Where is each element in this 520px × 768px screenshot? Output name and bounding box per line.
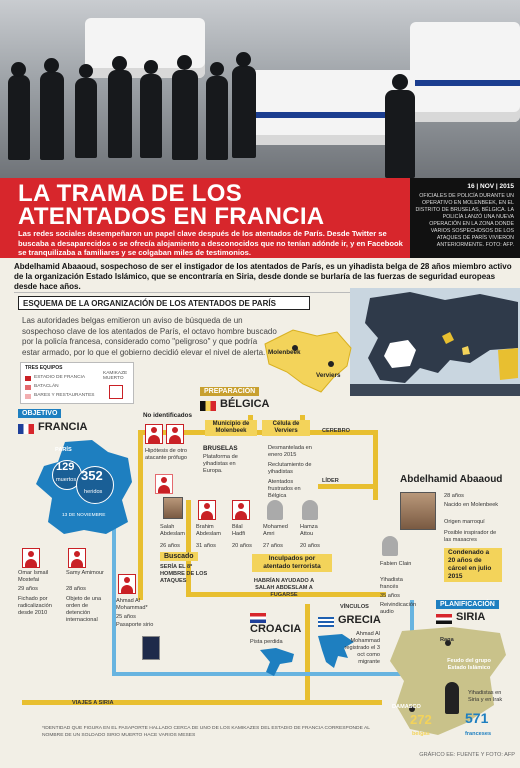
name-ahmad: Ahmad Al Mohammad* bbox=[116, 598, 148, 611]
age-mohamed: 27 años bbox=[263, 543, 283, 549]
europe-map bbox=[350, 288, 520, 396]
person-icon-mohamed bbox=[267, 500, 283, 520]
person-icon-hamza bbox=[302, 500, 318, 520]
unknown-title: No identificados bbox=[143, 412, 192, 419]
legend-item-bars: BARES Y RESTAURANTES bbox=[34, 393, 95, 398]
label-raqa: Raqa bbox=[440, 637, 454, 643]
brussels-title: BRUSELAS bbox=[203, 445, 238, 452]
cell-verviers: Célula de Verviers bbox=[262, 420, 310, 436]
label-feudo: Feudo del grupo Estado Islámico bbox=[447, 658, 491, 671]
label-paris: PARÍS bbox=[55, 447, 72, 453]
europe-map-svg bbox=[350, 288, 520, 396]
role-abaaoud: Posible inspirador de las masacres bbox=[444, 530, 497, 543]
age-omar: 29 años bbox=[18, 586, 38, 592]
photo-caption: OFICIALES DE POLICÍA DURANTE UN OPERATIVO EN MOLENBEEK, EN EL DISTRITO DE BRUSELAS, BÉLGICA. LA POLICÍA LANZÓ UNA NUEVA OPERACIÓN EN LA ZONA DONDE VARIOS SOSPECHOSOS DE LOS ATAQUES DE PARÍS VIVIERON ANTERIORMENTE. FOTO: AFP. bbox=[415, 193, 514, 248]
age-samy: 28 años bbox=[66, 586, 86, 592]
scheme-intro: Las autoridades belgas emitieron un aviso de búsqueda de un sospechoso clave de los atentados de París, el octavo hombre buscado por la policía francesa, considerado como "peligroso" y que podría estar armado, por lo que el gobierno decidió elevar el nivel de alerta. bbox=[22, 316, 277, 357]
connector bbox=[373, 430, 378, 500]
belgas-number: 272 bbox=[410, 712, 432, 727]
person-icon-ahmad bbox=[118, 574, 136, 594]
label-damasco: DAMASCO bbox=[392, 704, 421, 710]
belgium-map bbox=[255, 326, 355, 396]
verviers-text-1: Desmantelada en enero 2015 bbox=[268, 445, 312, 458]
dead-label: muertos bbox=[56, 477, 77, 483]
label-lider: LÍDER bbox=[322, 478, 339, 484]
kamikaze-icon bbox=[109, 385, 123, 399]
country-belgium: BÉLGICA bbox=[220, 398, 270, 410]
suspect-icon bbox=[155, 474, 173, 494]
label-viajes: VIAJES A SIRIA bbox=[72, 700, 114, 706]
name-omar: Omar Ismail Mostefai bbox=[18, 570, 49, 583]
legend-item-bataclan: BATACLÁN bbox=[34, 384, 59, 389]
name-samy: Samy Amimour bbox=[66, 570, 104, 576]
croatia-map bbox=[258, 646, 298, 680]
label-molenbeek: Molenbeek bbox=[268, 349, 301, 356]
person-icon-omar bbox=[22, 548, 40, 568]
note-ahmad: Pasaporte sirio bbox=[116, 622, 154, 628]
unknown-text: Hipótesis de otro atacante prófugo bbox=[145, 448, 187, 461]
lead-text: Abdelhamid Abaaoud, sospechoso de ser el instigador de los atentados de París, es un yihadista belga de 28 años miembro activo de la organización Estado Islámico, que se encontraría en Siria, desde donde se burlaría de las fuerzas de seguridad europeas desde hace años. bbox=[14, 262, 512, 291]
note-samy: Objeto de una orden de detención internacional bbox=[66, 596, 102, 623]
age-brahim: 31 años bbox=[196, 543, 216, 549]
subtitle: Las redes sociales desempeñaron un papel clave después de los atentados de París. Desde Twitter se buscaba a desaparecidos o se ofrecía alojamiento a desconocidos que no tenían adónde ir, y en Facebook se tranquilizaba a familiares y se colgaban miles de testimonios. bbox=[18, 229, 403, 257]
label-buscado: Buscado bbox=[160, 552, 198, 561]
suspect-icon bbox=[166, 424, 184, 444]
country-greece: GRECIA bbox=[338, 614, 381, 626]
fighter-icon bbox=[445, 682, 459, 714]
person-icon-bilal bbox=[232, 500, 250, 520]
country-france: FRANCIA bbox=[38, 421, 88, 433]
verviers-text-3: Atentados frustrados en Bélgica bbox=[268, 479, 301, 499]
age-salah: 26 años bbox=[160, 543, 180, 549]
country-croatia: CROACIA bbox=[250, 623, 302, 635]
footnote: *IDENTIDAD QUE FIGURA EN EL PASAPORTE HALLADO CERCA DE UNO DE LOS KAMIKAZES DEL ESTADIO DE FRANCIA CORRESPONDE AL NOMBRE DE UN SOLDADO SIRIO MUERTO HACE VARIOS MESES bbox=[42, 726, 370, 738]
injured-label: heridos bbox=[84, 489, 103, 495]
origin-abaaoud: Origen marroquí bbox=[444, 519, 485, 525]
note2-fabien: Reivindicación audio bbox=[380, 602, 417, 615]
scheme-title: ESQUEMA DE LA ORGANIZACIÓN DE LOS ATENTADOS DE PARÍS bbox=[18, 296, 310, 310]
belgas-label: belgas bbox=[412, 731, 430, 737]
age-fabien: 35 años bbox=[380, 593, 400, 599]
franceses-label: franceses bbox=[465, 731, 492, 737]
name-mohamed: Mohamed Amri bbox=[263, 524, 288, 537]
person-icon-brahim bbox=[198, 500, 216, 520]
flag-syria bbox=[436, 614, 452, 624]
stage-objetivo: OBJETIVO bbox=[18, 409, 61, 418]
name-abaaoud: Abdelhamid Abaaoud bbox=[400, 474, 503, 485]
note-omar: Fichado por radicalización desde 2010 bbox=[18, 596, 52, 616]
cell-molenbeek: Municipio de Molenbeek bbox=[205, 420, 257, 436]
person-icon-samy bbox=[68, 548, 86, 568]
date: 16 | NOV | 2015 bbox=[467, 183, 514, 190]
name-brahim: Brahim Abdeslam bbox=[196, 524, 221, 537]
photo-abaaoud bbox=[400, 492, 436, 530]
yihadistas-text: Yihadistas en Siria y en Irak bbox=[468, 690, 503, 703]
verviers-text-2: Reclutamiento de yihadistas bbox=[268, 462, 312, 475]
age-bilal: 20 años bbox=[232, 543, 252, 549]
name-hamza: Hamza Attou bbox=[300, 524, 318, 537]
born-abaaoud: Nacido en Molenbeek bbox=[444, 502, 499, 508]
age-hamza: 20 años bbox=[300, 543, 320, 549]
passport-icon bbox=[142, 636, 160, 660]
legend-title: TRES EQUIPOS bbox=[25, 365, 63, 371]
credit: GRÁFICO EE: FUENTE Y FOTO: AFP bbox=[419, 752, 515, 758]
dead-number: 129 bbox=[56, 461, 75, 473]
page-title bbox=[18, 182, 408, 228]
name-bilal: Bilal Hadfi bbox=[232, 524, 246, 537]
suspect-icon bbox=[145, 424, 163, 444]
salah-note: SERÍA EL 8º HOMBRE DE LOS ATAQUES bbox=[160, 564, 208, 584]
franceses-number: 571 bbox=[465, 710, 489, 726]
name-fabien: Fabien Clain bbox=[380, 561, 412, 567]
age-abaaoud: 28 años bbox=[444, 493, 464, 499]
date-label: 13 DE NOVIEMBRE bbox=[62, 513, 106, 518]
flag-belgium bbox=[200, 401, 216, 411]
legend-item-stadium: ESTADIO DE FRANCIA bbox=[34, 375, 86, 380]
brussels-text: Plataforma de yihadistas en Europa. bbox=[203, 454, 238, 474]
country-syria: SIRIA bbox=[456, 611, 486, 623]
age-ahmad: 25 años bbox=[116, 614, 136, 620]
injured-number: 352 bbox=[81, 468, 103, 483]
person-icon-fabien bbox=[382, 536, 398, 556]
note-fabien: Yihadista francés bbox=[380, 577, 403, 590]
label-ayudado: HABRÍAN AYUDADO A SALAH ABDESLAM A FUGARSE bbox=[253, 578, 315, 598]
flag-greece bbox=[318, 617, 334, 627]
title-line-2: ATENTADOS EN FRANCIA bbox=[18, 203, 325, 230]
flag-croatia bbox=[250, 613, 266, 623]
police-van bbox=[410, 22, 520, 122]
stage-planificacion: PLANIFICACIÓN bbox=[436, 600, 499, 609]
header-photo bbox=[0, 0, 520, 178]
legend-dead-label: KAMIKAZE MUERTO bbox=[103, 371, 128, 381]
stage-preparacion: PREPARACIÓN bbox=[200, 387, 259, 396]
label-verviers: Verviers bbox=[316, 372, 341, 379]
legend bbox=[20, 362, 134, 404]
label-cerebro: CEREBRO bbox=[322, 428, 350, 434]
greece-text: Ahmad Al Mohammad registrado el 3 oct como migrante bbox=[344, 631, 380, 665]
label-inculpados: Inculpados por atentado terrorista bbox=[252, 554, 332, 572]
photo-salah bbox=[163, 497, 183, 519]
sentence-abaaoud: Condenado a 20 años de cárcel en julio 2015 bbox=[444, 548, 502, 582]
title-line-1: LA TRAMA DE LOS bbox=[18, 180, 243, 207]
label-vinculos: VÍNCULOS bbox=[340, 604, 369, 610]
name-salah: Salah Abdeslam bbox=[160, 524, 185, 537]
flag-france bbox=[18, 424, 34, 434]
croatia-text: Pista perdida bbox=[250, 639, 283, 645]
